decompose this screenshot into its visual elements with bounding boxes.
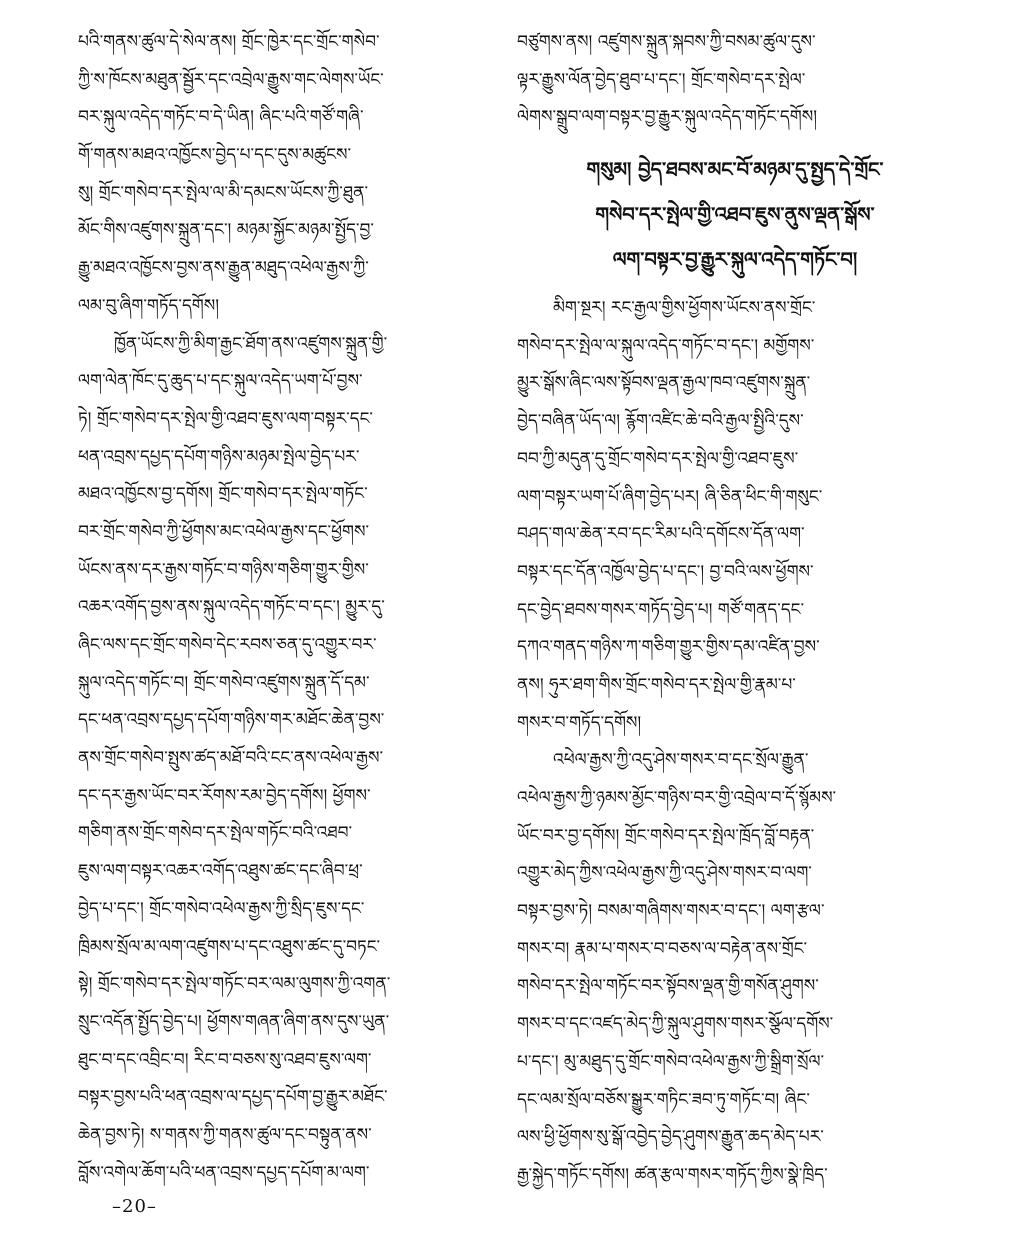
text-line: གསར་བ་གཏོད་དགོས།	[517, 712, 642, 733]
paragraph	[517, 290, 953, 742]
text-line: བར་གྲོང་གསེབ་ཀྱི་ཕྱོགས་མང་འཕེལ་རྒྱས་དང་ཕྱོགས་	[78, 521, 370, 542]
text-line: ཆེན་བྱས་ཏེ། ས་གནས་ཀྱི་གནས་ཚུལ་དང་བསྟུན་ནས་	[78, 1124, 372, 1145]
text-line: བབ་ཀྱི་མདུན་དུ་གྲོང་གསེབ་དར་སྤེལ་གྱི་འཐབ་ཇུས་	[517, 448, 799, 469]
text-line: ལེགས་སྒྲུབ་ལག་བསྟར་བྱ་རྒྱུར་སྐུལ་འདེད་གཏོང་དགོས།	[517, 107, 817, 128]
text-line: ཀྱི་ས་ཁོངས་མཐུན་སྦྱོར་དང་འབྲེལ་རྒྱུས་གང་ལེགས་ཡོང་	[78, 69, 384, 90]
text-line: སྐུལ་འདེད་གཏོང་བ། གྲོང་གསེབ་འཛུགས་སྐྲུན་དོ་དམ་	[78, 672, 370, 693]
text-line: པ་དང་། མུ་མཐུད་དུ་གྲོང་གསེབ་འཕེལ་རྒྱས་ཀྱི་སྒྲིག་སྲོལ་	[517, 1051, 825, 1072]
text-line: བཤད་གལ་ཆེན་རབ་དང་རིམ་པའི་དགོངས་དོན་ལག་	[517, 524, 805, 545]
text-line: འཕེལ་རྒྱས་ཀྱི་ཉམས་མྱོང་གཉིས་བར་གྱི་འབྲེལ་བ་དོ་སྙོམས་	[517, 788, 837, 808]
text-line: རྒྱ་སྐྱེད་གཏོང་དགོས། ཚན་རྩལ་གསར་གཏོད་ཀྱིས་སྣེ་ཁྲིད་	[517, 1164, 828, 1185]
text-line: འཆར་འགོད་བྱས་ནས་སྐུལ་འདེད་གཏོང་བ་དང་། མྱུར་དུ་	[78, 597, 385, 618]
text-line: བསྟར་དང་དོན་འཁྱོལ་བྱེད་པ་དང་། བྱ་བའི་ལས་ཕྱོགས་	[517, 561, 814, 582]
text-line: སུ། གྲོང་གསེབ་དར་སྤེལ་ལ་མི་དམངས་ཡོངས་ཀྱི་ཐུན་	[78, 182, 369, 203]
paragraph-continued	[517, 24, 953, 137]
text-line: ལག་ལེན་ཁོང་དུ་ཆུད་པ་དང་སྐུལ་འདེད་ཡག་པོ་བྱས་	[78, 371, 363, 392]
text-line: ཞིང་ལས་དང་གྲོང་གསེབ་དེང་རབས་ཅན་དུ་འགྱུར་བར་	[78, 635, 377, 655]
text-line: ལྟར་རྒྱུས་ལོན་བྱེད་ཐུབ་པ་དང་། གྲོང་གསེབ་དར་སྤེལ་	[517, 69, 806, 90]
text-line: དང་དར་རྒྱས་ཡོང་བར་རོགས་རམ་བྱེད་དགོས། ཕྱོགས་	[78, 785, 371, 806]
text-line: ནས། ཧུར་ཐག་གིས་གྲོང་གསེབ་དར་སྤེལ་གྱི་རྣམ་པ་	[517, 674, 796, 695]
text-line: བསྟར་བྱས་པའི་ཕན་འབྲས་ལ་དཔྱད་དཔོག་བྱ་རྒྱུར་མཐོང་	[78, 1087, 388, 1108]
right-column	[517, 24, 953, 1195]
text-line: ཁྱོན་ཡོངས་ཀྱི་མིག་རྒྱང་ཐོག་ནས་འཛུགས་སྐྲུན་གྱི་	[114, 333, 388, 354]
text-line: སྟེ། གྲོང་གསེབ་དར་སྤེལ་གཏོང་བར་ལམ་ལུགས་ཀྱི་འགན་	[78, 974, 391, 995]
text-line: གསེབ་དར་སྤེལ་ལ་སྐུལ་འདེད་གཏོང་བ་དང་། མགྱོགས་	[517, 335, 815, 356]
text-line: ཇུས་ལག་བསྟར་འཆར་འགོད་འཐུས་ཚང་དང་ཞིབ་ཕྲ་	[78, 861, 363, 882]
text-line: མྱུར་སྒོས་ཞིང་ལས་སྟོབས་ལྡན་རྒྱལ་ཁབ་འཛུགས་སྐྲུན་	[517, 373, 811, 394]
text-line: ཕན་འབྲས་དཔྱད་དཔོག་གཉིས་མཉམ་སྤེལ་བྱེད་པར་	[78, 446, 360, 467]
text-line: དང་ལམ་སྲོལ་བཅོས་སྒྱུར་གཏིང་ཟབ་ཏུ་གཏོང་བ། ཞིང་	[517, 1089, 810, 1110]
text-line: ཡོང་བར་བྱ་དགོས། གྲོང་གསེབ་དར་སྤེལ་ཁྲོད་བློ་བརྟན་	[517, 825, 815, 846]
text-line: བསྟར་བྱས་ཏེ། བསམ་གཞིགས་གསར་བ་དང་། ལག་རྩལ་	[517, 901, 825, 922]
text-line: སྲུང་འདོན་སྤྱོད་བྱེད་པ། ཕྱོགས་གཞན་ཞིག་ནས་དུས་ཡུན་	[78, 1011, 390, 1032]
text-line: གསེབ་དར་སྤེལ་གཏོང་བར་སྟོབས་ལྡན་གྱི་གསོན་ཤུགས་	[517, 976, 819, 997]
text-line: འགྱུར་མེད་ཀྱིས་འཕེལ་རྒྱས་ཀྱི་འདུ་ཤེས་གསར་བ་ལག་	[517, 863, 812, 884]
paragraph-continued	[78, 24, 514, 326]
text-line: ཏེ། གྲོང་གསེབ་དར་སྤེལ་གྱི་འཐབ་ཇུས་ལག་བསྟར་དང་	[78, 408, 373, 429]
section-heading	[517, 137, 953, 290]
text-line: གསར་བ། རྣམ་པ་གསར་བ་བཅས་ལ་བརྟེན་ནས་གྲོང་	[517, 938, 808, 959]
text-line: དང་བྱེད་ཐབས་གསར་གཏོད་བྱེད་པ། གཙོ་གནད་དང་	[517, 599, 805, 620]
text-line: མཐའ་འཁྱོངས་བྱ་དགོས། གྲོང་གསེབ་དར་སྤེལ་གཏོང་	[78, 484, 368, 505]
text-line: གོ་གནས་མཐའ་འཁྱོངས་བྱེད་པ་དང་དུས་མཚུངས་	[78, 145, 352, 166]
page-number: –20–	[112, 1196, 157, 1217]
section-heading-line: ལག་བསྟར་བྱ་རྒྱུར་སྐུལ་འདེད་གཏོང་བ།	[612, 248, 858, 272]
text-line: གཅིག་ནས་གྲོང་གསེབ་དར་སྤེལ་གཏོང་བའི་འཐབ་	[78, 823, 353, 844]
text-line: བློས་འགེལ་ཆོག་པའི་ཕན་འབྲས་དཔྱད་དཔོག་མ་ལག་	[78, 1162, 370, 1183]
text-line: དཀའ་གནད་གཉིས་ཀ་གཅིག་གྱུར་གྱིས་དམ་འཛིན་བྱས་	[517, 637, 820, 658]
text-line: བྱེད་བཞིན་ཡོད་ལ། རྙོག་འཛིང་ཆེ་བའི་རྒྱལ་སྤྱིའི་དུས་	[517, 411, 804, 432]
text-line: འཕེལ་རྒྱས་ཀྱི་འདུ་ཤེས་གསར་བ་དང་སྲོལ་རྒྱུན་	[553, 750, 809, 771]
text-line: གསར་བ་དང་འཛད་མེད་ཀྱི་སྐུལ་ཤུགས་གསར་སྩོལ་དགོས་	[517, 1014, 834, 1035]
text-line: བཙུགས་ནས། འཛུགས་སྐྲུན་སྐབས་ཀྱི་བསམ་ཚུལ་དུས་	[517, 32, 816, 52]
text-line: པའི་གནས་ཚུལ་དེ་སེལ་ནས། གྲོང་ཁྱེར་དང་གྲོང་གསེབ་	[78, 32, 380, 52]
text-line: ལས་ཕྱི་ཕྱོགས་སུ་སྒོ་འབྱེད་བྱེད་ཤུགས་རྒྱུན་ཆད་མེད་པར་	[517, 1127, 824, 1148]
section-heading-line: གསུམ། བྱེད་ཐབས་མང་བོ་མཉམ་དུ་སྤྱད་དེ་གྲོང་	[586, 158, 884, 182]
text-line: ཐུང་བ་དང་འབྲིང་བ། རིང་བ་བཅས་སུ་འཐབ་ཇུས་ལག་	[78, 1049, 372, 1070]
text-line: མོང་གིས་འཛུགས་སྐྲུན་དང་། མཉམ་སྐྱོང་མཉམ་སྤྱོད་བྱ་	[78, 220, 374, 241]
left-column	[78, 24, 514, 1192]
text-line: ལག་བསྟར་ཡག་པོ་ཞིག་བྱེད་པར། ཞི་ཅིན་ཕིང་གི་གསུང་	[517, 486, 823, 507]
text-line: བར་སྐུལ་འདེད་གཏོང་བ་དེ་ཡིན། ཞིང་པའི་གཙོ་གཞི་	[78, 107, 364, 128]
text-line: རྒྱུ་མཐའ་འཁྱོངས་བྱས་ནས་རྒྱུན་མཐུད་འཕེལ་རྒྱས་ཀྱི་	[78, 258, 369, 279]
paragraph	[517, 742, 953, 1194]
text-line: མིག་སྔར། རང་རྒྱལ་གྱིས་ཕྱོགས་ཡོངས་ནས་གྲོང་	[553, 298, 816, 319]
text-line: ལམ་བུ་ཞིག་གཏོད་དགོས།	[78, 295, 219, 316]
text-line: དང་ཕན་འབྲས་དཔྱད་དཔོག་གཉིས་གར་མཐོང་ཆེན་བྱས་	[78, 710, 385, 731]
text-line: ཁྲིམས་སྲོལ་མ་ལག་འཛུགས་པ་དང་འཐུས་ཚང་དུ་བཏང་	[78, 936, 381, 957]
paragraph	[78, 326, 514, 1193]
text-line: ཡོངས་ནས་དར་རྒྱས་གཏོང་བ་གཉིས་གཅིག་གྱུར་གྱིས་	[78, 559, 369, 580]
text-line: བྱེད་པ་དང་། གྲོང་གསེབ་འཕེལ་རྒྱས་ཀྱི་སྲིད་ཇུས་དང་	[78, 898, 365, 919]
section-heading-line: གསེབ་དར་སྤེལ་གྱི་འཐབ་ཇུས་ནུས་ལྡན་སྒོས་	[595, 203, 875, 227]
text-line: ནས་གྲོང་གསེབ་སྤུས་ཚད་མཐོ་བའི་ངང་ནས་འཕེལ་རྒྱས་	[78, 748, 384, 769]
